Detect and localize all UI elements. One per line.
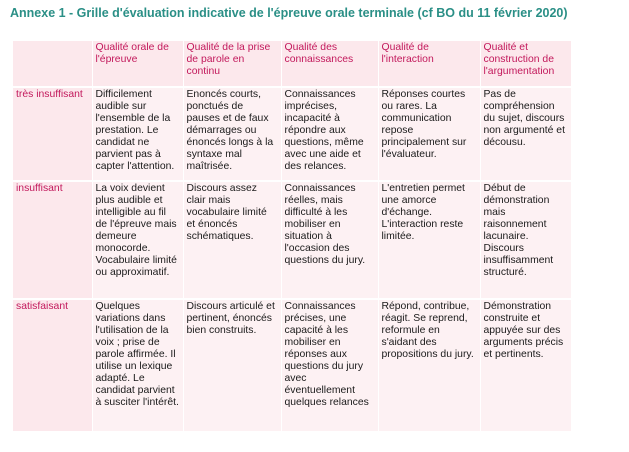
table-cell: Connaissances réelles, mais difficulté à les mobiliser en situation à l'occasion des questions du jury. <box>281 181 378 299</box>
table-cell: Enoncés courts, ponctués de pauses et de faux démarrages ou énoncés longs à la syntaxe mal maîtrisée. <box>183 87 281 181</box>
table-row <box>13 299 571 432</box>
column-header-oral: Qualité orale de l'épreuve <box>92 41 183 87</box>
table-cell: Démonstration construite et appuyée sur des arguments précis et pertinents. <box>480 299 571 432</box>
table-cell: Difficilement audible sur l'ensemble de la prestation. Le candidat ne parvient pas à capter l'attention. <box>92 87 183 181</box>
column-header-continuous-speech: Qualité de la prise de parole en continu <box>183 41 281 87</box>
header-row <box>13 41 571 87</box>
corner-cell <box>13 41 92 87</box>
column-header-interaction: Qualité de l'interaction <box>378 41 480 87</box>
table-cell: Discours articulé et pertinent, énoncés bien construits. <box>183 299 281 432</box>
column-header-knowledge: Qualité des connaissances <box>281 41 378 87</box>
table-cell: Répond, contribue, réagit. Se reprend, reformule en s'aidant des propositions du jury. <box>378 299 480 432</box>
table-row <box>13 87 571 181</box>
table-cell: Connaissances imprécises, incapacité à répondre aux questions, même avec une aide et des relances. <box>281 87 378 181</box>
table-cell: Début de démonstration mais raisonnement lacunaire. Discours insuffisamment structuré. <box>480 181 571 299</box>
table-cell: Réponses courtes ou rares. La communication repose principalement sur l'évaluateur. <box>378 87 480 181</box>
table-cell: Connaissances précises, une capacité à les mobiliser en réponses aux questions du jury avec éventuellement quelques relances <box>281 299 378 432</box>
table-cell: Quelques variations dans l'utilisation de la voix ; prise de parole affirmée. Il utilise un lexique adapté. Le candidat parvient à susciter l'intérêt. <box>92 299 183 432</box>
evaluation-grid <box>13 41 572 433</box>
row-label: satisfaisant <box>13 299 92 432</box>
column-header-argumentation: Qualité et construction de l'argumentation <box>480 41 571 87</box>
table-cell: Pas de compréhension du sujet, discours non argumenté et décousu. <box>480 87 571 181</box>
table-cell: La voix devient plus audible et intelligible au fil de l'épreuve mais demeure monocorde. Vocabulaire limité ou approximatif. <box>92 181 183 299</box>
table-row <box>13 181 571 299</box>
page-title: Annexe 1 - Grille d'évaluation indicative de l'épreuve orale terminale (cf BO du 11 février 2020) <box>10 6 568 20</box>
row-label: insuffisant <box>13 181 92 299</box>
table-cell: L'entretien permet une amorce d'échange. L'interaction reste limitée. <box>378 181 480 299</box>
table-cell: Discours assez clair mais vocabulaire limité et énoncés schématiques. <box>183 181 281 299</box>
row-label: très insuffisant <box>13 87 92 181</box>
